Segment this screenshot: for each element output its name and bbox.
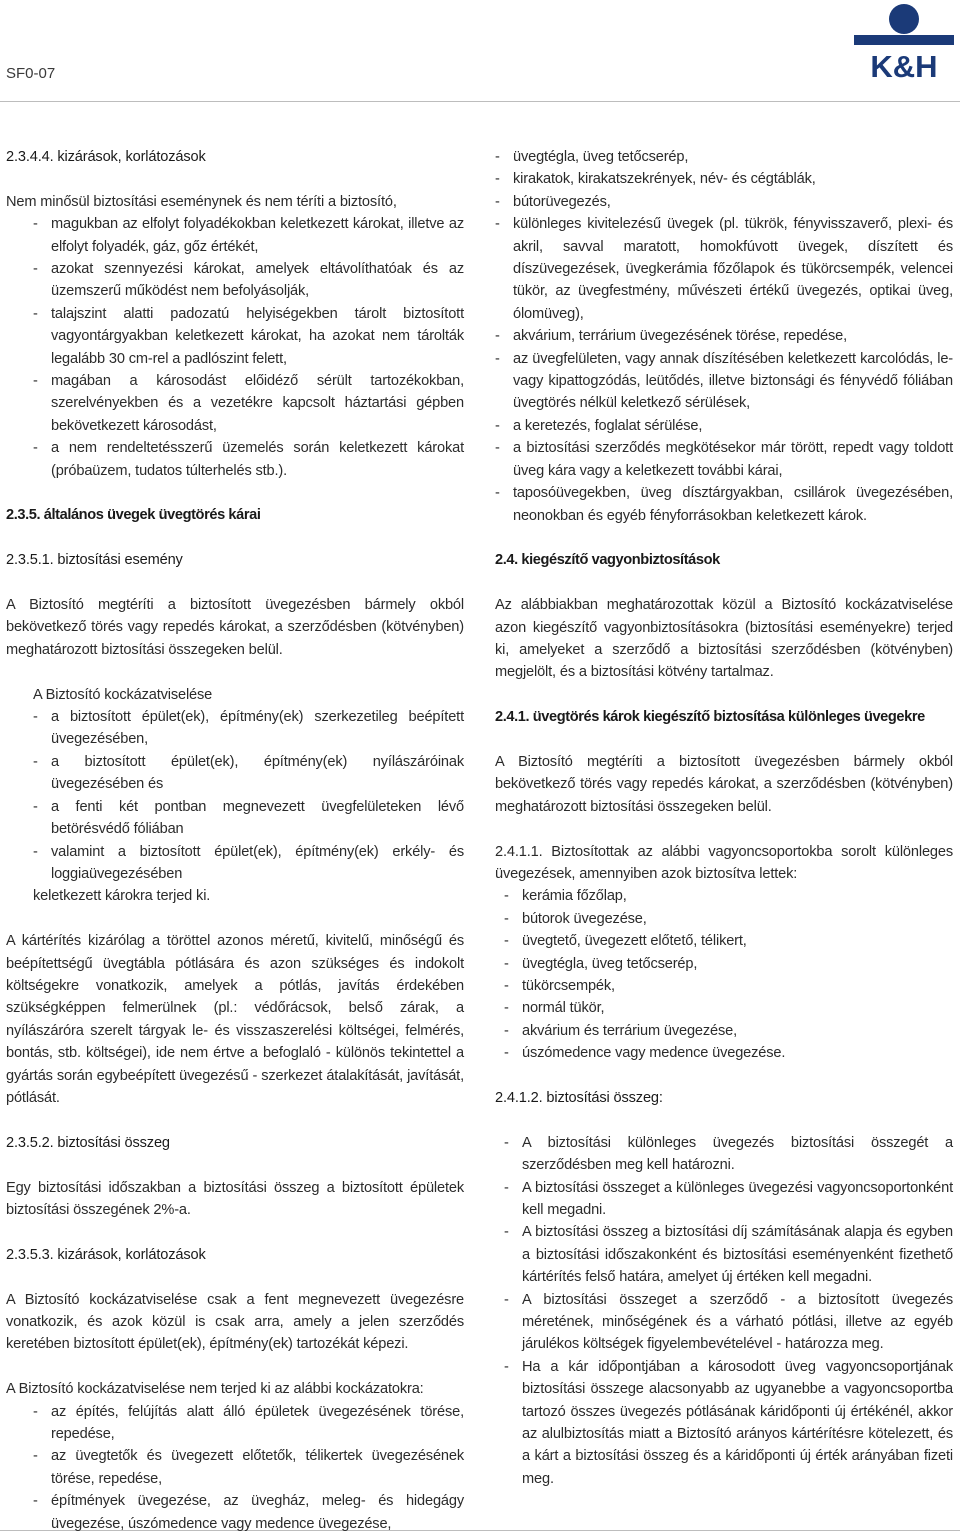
exclusion-list-continued: [468, 146, 953, 527]
subsection-heading: 2.3.5.1. biztosítási esemény: [6, 552, 183, 569]
list-item: - normál tükör,: [477, 997, 953, 1019]
list-item: - a fenti két pontban megnevezett üvegfelületeken lévő betörésvédő fóliában: [33, 796, 464, 841]
list-item: - bútorok üvegezése,: [477, 908, 953, 930]
list-item: - az üvegtetők és üvegezett előtetők, télikertek üvegezésének törése, repedése,: [6, 1445, 464, 1490]
paragraph: Az alábbiakban meghatározottak közül a Biztosító kockázatviselése azon kiegészítő vagyonbiztosításokra (biztosítási eseményekre) terjed ki, amelyeket a szerződő a biztosítási szerződésben (kötvényben) megjelölt, és a biztosítási kötvény tartalmaz.: [495, 597, 953, 681]
list-item: - üvegtégla, üveg tetőcserép,: [477, 953, 953, 975]
list-item: - különleges kivitelezésű üvegek (pl. tükrök, fényvisszaverő, plexi- és akril, savval maratott, homokfúvott üvegek, díszített és díszüvegezések, üvegkerámia főzőlapok és tükörcsempék, velencei tükör, az üvegfestmény, művészeti értékű üvegezés, optikai üveg, ólomüveg),: [468, 213, 953, 325]
subsection-heading: 2.3.5.2. biztosítási összeg: [6, 1134, 170, 1151]
list-item: - a biztosítási szerződés megkötésekor már törött, repedt vagy toldott üveg kára vagy a keletkezett további kárai,: [468, 437, 953, 482]
list-item: - úszómedence vagy medence üvegezése.: [477, 1042, 953, 1064]
list-item: - a biztosított épület(ek), építmény(ek) szerkezetileg beépített üvegezésében,: [33, 706, 464, 751]
coverage-list: [33, 706, 464, 885]
list-item: - a biztosított épület(ek), építmény(ek) nyílászáróinak üvegezésében és: [33, 751, 464, 796]
list-item: - magában a károsodást előidéző sérült tartozékokban, szerelvényekben és a vezetékre kapcsolt háztartási gépben bekövetkezett károsodást,: [6, 370, 464, 437]
list-item: - akvárium és terrárium üvegezése,: [477, 1020, 953, 1042]
list-item: - A biztosítási összeg a biztosítási díj számításának alapja és egyben a biztosítási időszakonként és biztosítási eseményenként fizethető kártérítés felső határa, amelyet új értéken kell megadni.: [477, 1221, 953, 1288]
list-item: - A biztosítási összeget a szerződő - a biztosított üvegezés méretének, minőségének és a várható pótlási, illetve az egyéb járulékos költségek figyelembevételével - határozza meg.: [477, 1289, 953, 1356]
list-item: - azokat szennyezési károkat, amelyek eltávolíthatóak és az üzemszerű működést nem befolyásolják,: [6, 258, 464, 303]
paragraph: A Biztosító kockázatviselése csak a fent megnevezett üvegezésre vonatkozik, és azok közül is csak arra, amely a jelen szerződés keretében biztosított épület(ek), építmény(ek) tartozékát képezi.: [6, 1291, 464, 1353]
list-item: - Ha a kár időpontjában a károsodott üveg vagyoncsoportjának biztosítási összege alacsonyabb az ugyanebbe a vagyoncsoportba tartozó összes üvegezés pótlásának káridőponti új értékénél, akkor az alulbiztosítás miatt a Biztosító arányos kártérítésre kötelezett, és a kárt a biztosítási összeg és a káridőponti új érték arányában fizeti meg.: [477, 1356, 953, 1490]
list-item: - az üvegfelületen, vagy annak díszítésében keletkezett karcolódás, le- vagy kipattogzódás, leütődés, illetve biztonsági és fényvédő fóliában üvegtörés nélkül keletkező sérülések,: [468, 348, 953, 415]
logo-text: K&H: [870, 49, 938, 80]
document-code: SF0-07: [6, 65, 56, 82]
right-column: [495, 146, 953, 1490]
section-heading: 2.3.5. általános üvegek üvegtörés kárai: [6, 507, 261, 524]
list-item: - kirakatok, kirakatszekrények, név- és cégtáblák,: [468, 168, 953, 190]
list-item: - A biztosítási különleges üvegezés biztosítási összegét a szerződésben meg kell határozni.: [477, 1132, 953, 1177]
section-heading: 2.3.4.4. kizárások, korlátozások: [6, 149, 206, 165]
glass-group-list: [477, 885, 953, 1064]
paragraph: 2.4.1.1. Biztosítottak az alábbi vagyoncsoportokba sorolt különleges üvegezések, amennyiben azok biztosítva lettek:: [495, 843, 953, 882]
list-item: - talajszint alatti padozatú helyiségekben tárolt biztosított vagyontárgyakban keletkezett károkat, ha azokat nem tárolták legalább 30 cm-rel a padlószint felett,: [6, 303, 464, 370]
kh-logo: [854, 2, 954, 80]
subsection-heading: 2.4.1.2. biztosítási összeg:: [495, 1089, 663, 1106]
list-item: - akvárium, terrárium üvegezésének törése, repedése,: [468, 325, 953, 347]
paragraph: keletkezett károkra terjed ki.: [33, 888, 211, 905]
list-item: - üvegtégla, üveg tetőcserép,: [468, 146, 953, 168]
section-heading: 2.4. kiegészítő vagyonbiztosítások: [495, 552, 720, 569]
sum-insured-list: [477, 1132, 953, 1491]
paragraph: A Biztosító kockázatviselése: [33, 686, 213, 703]
list-item: - az építés, felújítás alatt álló épületek üvegezésének törése, repedése,: [6, 1401, 464, 1446]
paragraph: A kártérítés kizárólag a töröttel azonos méretű, kivitelű, minőségű és beépítettségű üvegtábla pótlására és azon szükséges és indokolt költségekre vonatkozik, amelyek a pótlás, javítás érdekében szükségképpen felmerülnek (pl.: védőrácsok, belső zárak, a nyílászáróra szerelt tárgyak le- és visszaszerelési költségei, felmérés, bontás, stb. költségei), ide nem értve a befoglaló - különös tekintettel a gyártás során egybeépített üvegezésű - szerkezet átalakítását, javítását, pótlását.: [6, 933, 464, 1106]
list-item: - üvegtető, üvegezett előtető, télikert,: [477, 930, 953, 952]
list-item: - kerámia főzőlap,: [477, 885, 953, 907]
list-item: - a keretezés, foglalat sérülése,: [468, 415, 953, 437]
header-rule: [0, 101, 960, 102]
left-column: [6, 146, 464, 1535]
list-item: - építmények üvegezése, az üvegház, meleg- és hidegágy üvegezése, úszómedence vagy medence üvegezése,: [6, 1490, 464, 1535]
exclusion-list: [6, 213, 464, 482]
list-item: - valamint a biztosított épület(ek), építmény(ek) erkély- és loggiaüvegezésében: [33, 841, 464, 886]
list-item: - tükörcsempék,: [477, 975, 953, 997]
paragraph: Nem minősül biztosítási eseménynek és nem téríti a biztosító,: [6, 193, 397, 210]
list-item: - a nem rendeltetésszerű üzemelés során keletkezett károkat (próbaüzem, tudatos túlterhelés stb.).: [6, 437, 464, 482]
list-item: - taposóüvegekben, üveg dísztárgyakban, csillárok üvegezésében, neonokban és egyéb fényforrásokban keletkezett károk.: [468, 482, 953, 527]
paragraph: Egy biztosítási időszakban a biztosítási összeg a biztosított épületek biztosítási összegének 2%-a.: [6, 1179, 464, 1218]
paragraph: A Biztosító megtéríti a biztosított üvegezésben bármely okból bekövetkező törés vagy repedés károkat, a szerződésben (kötvényben) meghatározott biztosítási összegeken belül.: [495, 753, 953, 815]
list-item: - A biztosítási összeget a különleges üvegezési vagyoncsoportonként kell megadni.: [477, 1177, 953, 1222]
paragraph: A Biztosító kockázatviselése nem terjed ki az alábbi kockázatokra:: [6, 1381, 424, 1398]
paragraph: A Biztosító megtéríti a biztosított üvegezésben bármely okból bekövetkező törés vagy repedés károkat, a szerződésben (kötvényben) meghatározott biztosítási összegeken belül.: [6, 597, 464, 658]
section-heading: 2.4.1. üvegtörés károk kiegészítő biztosítása különleges üvegekre: [495, 709, 925, 726]
list-item: - magukban az elfolyt folyadékokban keletkezett károkat, illetve az elfolyt folyadék, gáz, gőz értékét,: [6, 213, 464, 258]
subsection-heading: 2.3.5.3. kizárások, korlátozások: [6, 1246, 206, 1263]
list-item: - bútorüvegezés,: [468, 191, 953, 213]
exclusion-list: [6, 1401, 464, 1535]
